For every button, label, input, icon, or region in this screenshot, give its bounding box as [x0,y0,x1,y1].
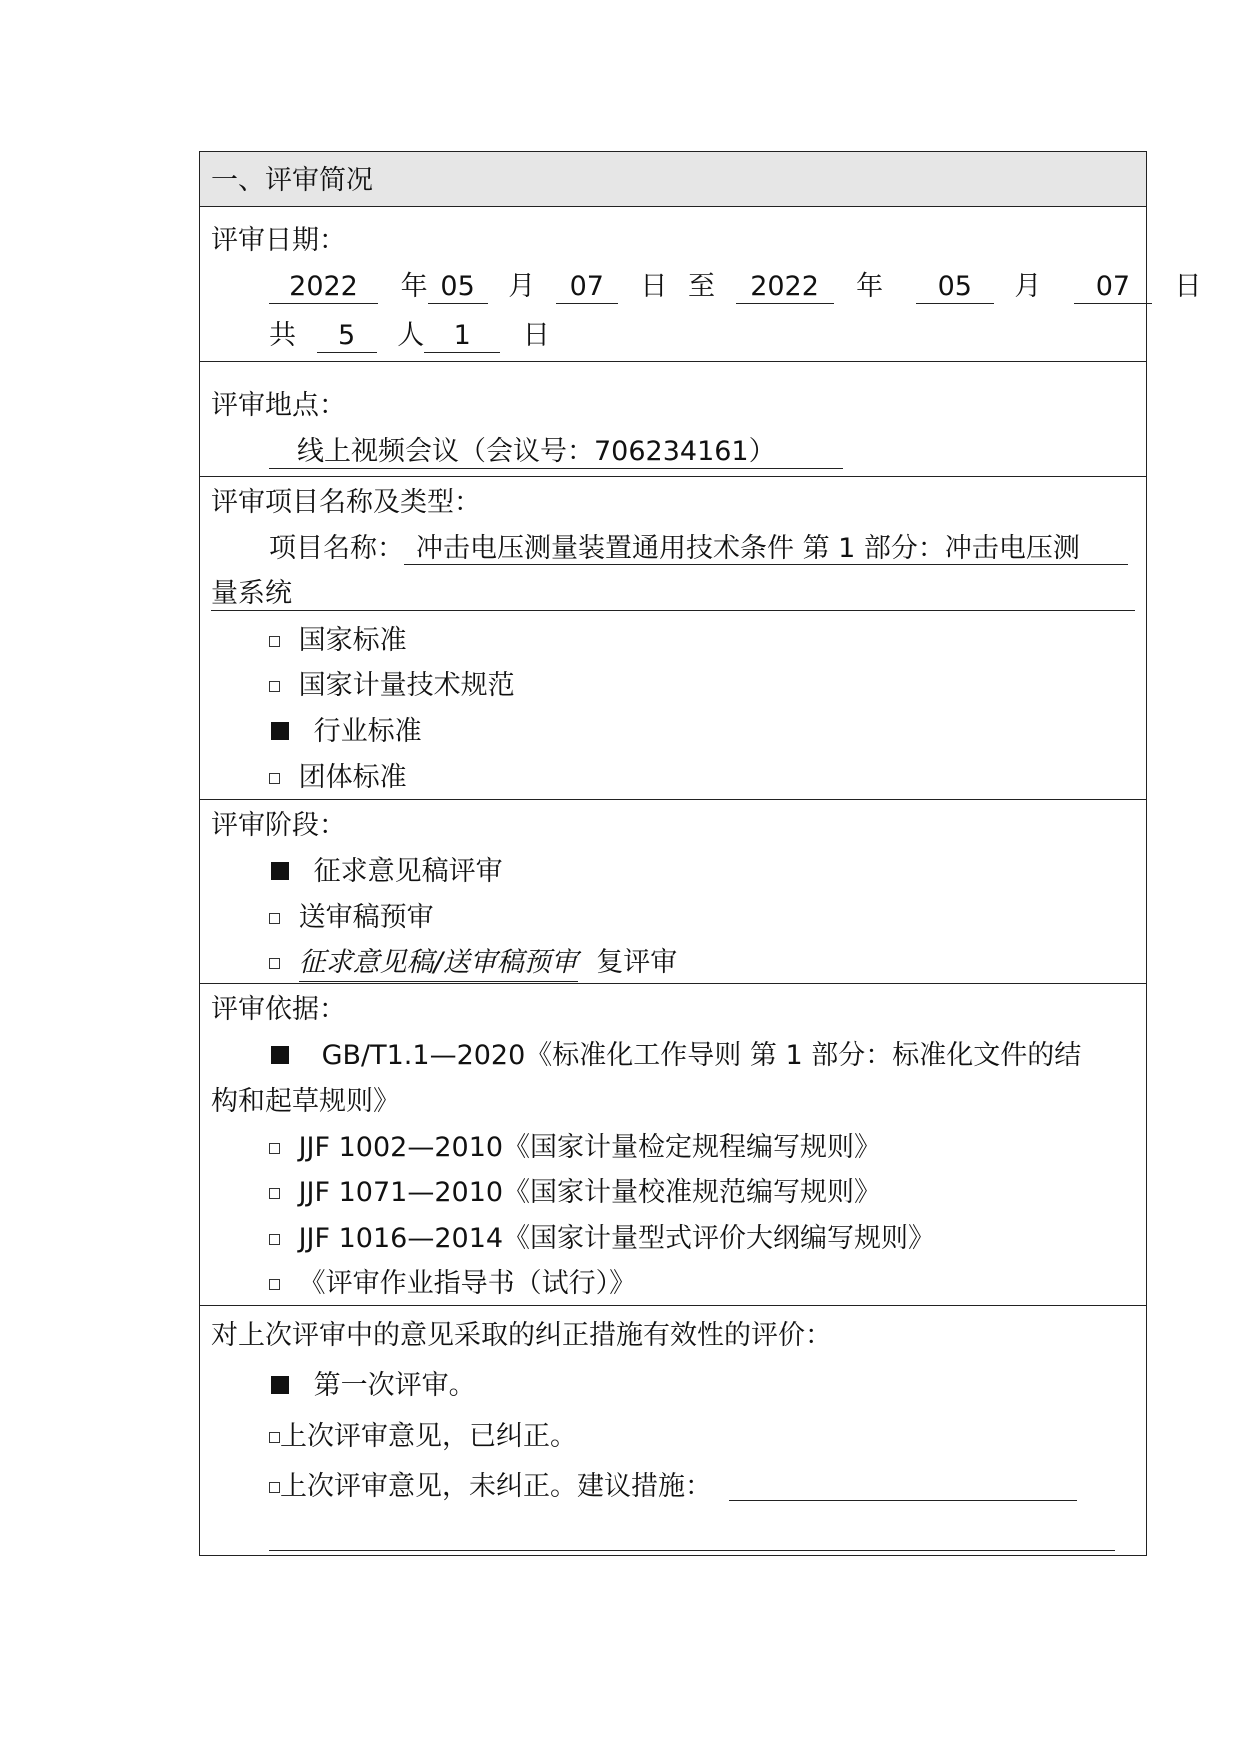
project-label: 评审项目名称及类型： [211,487,481,518]
review-stage-section [200,799,1146,983]
days-field[interactable]: 1 [424,322,500,353]
days-unit: 日 [522,320,550,351]
stage-italic-label: 征求意见稿/送审稿预审 [299,947,578,982]
basis-item-label: JJF 1002—2010《国家计量检定规程编写规则》 [298,1132,882,1163]
type-national-standard[interactable] [269,627,407,654]
evaluation-label: 对上次评审中的意见采取的纠正措施有效性的评价： [211,1320,832,1351]
basis-item-guide[interactable] [269,1270,636,1297]
start-month-unit: 月 [508,271,536,302]
stage-option-comment-draft[interactable] [271,858,503,885]
end-month-unit: 月 [1014,271,1042,302]
checkbox-empty-icon[interactable] [269,1234,280,1245]
checkbox-checked-icon[interactable] [271,722,289,740]
stage-label: 征求意见稿评审 [313,856,503,887]
checkbox-empty-icon[interactable] [269,913,280,924]
basis-gb-line1[interactable] [271,1042,1081,1069]
suggested-measures-field[interactable] [729,1476,1077,1501]
date-range-row [269,273,1202,304]
review-date-label: 评审日期： [211,225,346,256]
review-basis-section [200,983,1146,1305]
type-label: 国家标准 [298,625,407,656]
basis-item-jjf1071[interactable] [269,1179,881,1206]
project-name-field-line2[interactable]: 量系统 [211,580,1135,611]
basis-item-label: JJF 1016—2014《国家计量型式评价大纲编写规则》 [298,1223,936,1254]
total-label: 共 [269,320,296,351]
start-year-unit: 年 [400,271,428,302]
stage-option-re-review[interactable] [269,949,677,976]
eval-first-label: 第一次评审。 [313,1370,476,1401]
end-day-unit: 日 [1174,271,1202,302]
checkbox-checked-icon[interactable] [271,1376,289,1394]
type-national-metrology-spec[interactable] [269,672,515,699]
stage-suffix-label: 复评审 [596,947,678,978]
checkbox-checked-icon[interactable] [271,862,289,880]
eval-corrected[interactable] [269,1423,577,1450]
project-name-row [269,535,1128,565]
type-label: 团体标准 [298,762,407,793]
end-month-field[interactable]: 05 [916,273,994,304]
type-label: 国家计量技术规范 [298,670,515,701]
basis-item-jjf1002[interactable] [269,1134,881,1161]
checkbox-empty-icon[interactable] [269,773,280,784]
review-location-label: 评审地点： [211,390,346,421]
end-day-field[interactable]: 07 [1074,273,1152,304]
section-title: 一、评审简况 [211,165,373,196]
checkbox-empty-icon[interactable] [269,681,280,692]
project-name-label: 项目名称： [269,533,404,564]
location-field[interactable] [269,438,843,469]
date-to-label: 至 [687,271,715,302]
checkbox-empty-icon[interactable] [269,1279,280,1290]
basis-item-jjf1016[interactable] [269,1225,935,1252]
location-value: 线上视频会议（会议号：706234161） [297,436,776,467]
checkbox-checked-icon[interactable] [271,1046,289,1064]
review-basis-label: 评审依据： [211,994,346,1025]
eval-not-corrected-label: 上次评审意见，未纠正。建议措施： [280,1471,712,1502]
basis-gb-label: GB/T1.1—2020《标准化工作导则 第 1 部分：标准化文件的结 [321,1040,1082,1071]
basis-item-label: JJF 1071—2010《国家计量校准规范编写规则》 [298,1177,882,1208]
project-section [200,476,1146,799]
checkbox-empty-icon[interactable] [269,636,280,647]
basis-item-label: 《评审作业指导书（试行）》 [298,1268,637,1299]
checkbox-empty-icon[interactable] [269,1143,280,1154]
start-day-field[interactable]: 07 [556,273,618,304]
type-industry-standard[interactable] [271,718,422,745]
people-field[interactable]: 5 [317,322,377,353]
start-day-unit: 日 [640,271,668,302]
eval-first-review[interactable] [271,1372,476,1399]
basis-gb-line2: 构和起草规则》 [211,1086,400,1117]
review-stage-label: 评审阶段： [211,810,346,841]
evaluation-section [200,1305,1146,1555]
stage-label: 送审稿预审 [298,902,434,933]
section-header [200,152,1146,206]
start-year-field[interactable]: 2022 [269,273,378,304]
eval-corrected-label: 上次评审意见，已纠正。 [280,1421,577,1452]
participants-row [269,322,550,353]
type-label: 行业标准 [313,716,422,747]
checkbox-empty-icon[interactable] [269,1188,280,1199]
checkbox-empty-icon[interactable] [269,958,280,969]
review-date-section [200,206,1202,361]
review-summary-form [199,151,1202,1556]
checkbox-empty-icon[interactable] [269,1432,280,1443]
checkbox-empty-icon[interactable] [269,1482,280,1493]
people-unit: 人 [397,320,425,351]
end-year-unit: 年 [856,271,884,302]
stage-option-pre-review[interactable] [269,904,434,931]
location-row [269,438,843,469]
project-name-row-2 [211,580,1135,611]
start-month-field[interactable]: 05 [428,273,488,304]
eval-not-corrected[interactable] [269,1473,1077,1501]
type-group-standard[interactable] [269,764,407,791]
review-location-section [200,361,1146,476]
project-name-field-line1[interactable]: 冲击电压测量装置通用技术条件 第 1 部分：冲击电压测 [404,535,1128,565]
end-year-field[interactable]: 2022 [736,273,834,304]
suggested-measures-field-line2[interactable] [269,1550,1115,1551]
